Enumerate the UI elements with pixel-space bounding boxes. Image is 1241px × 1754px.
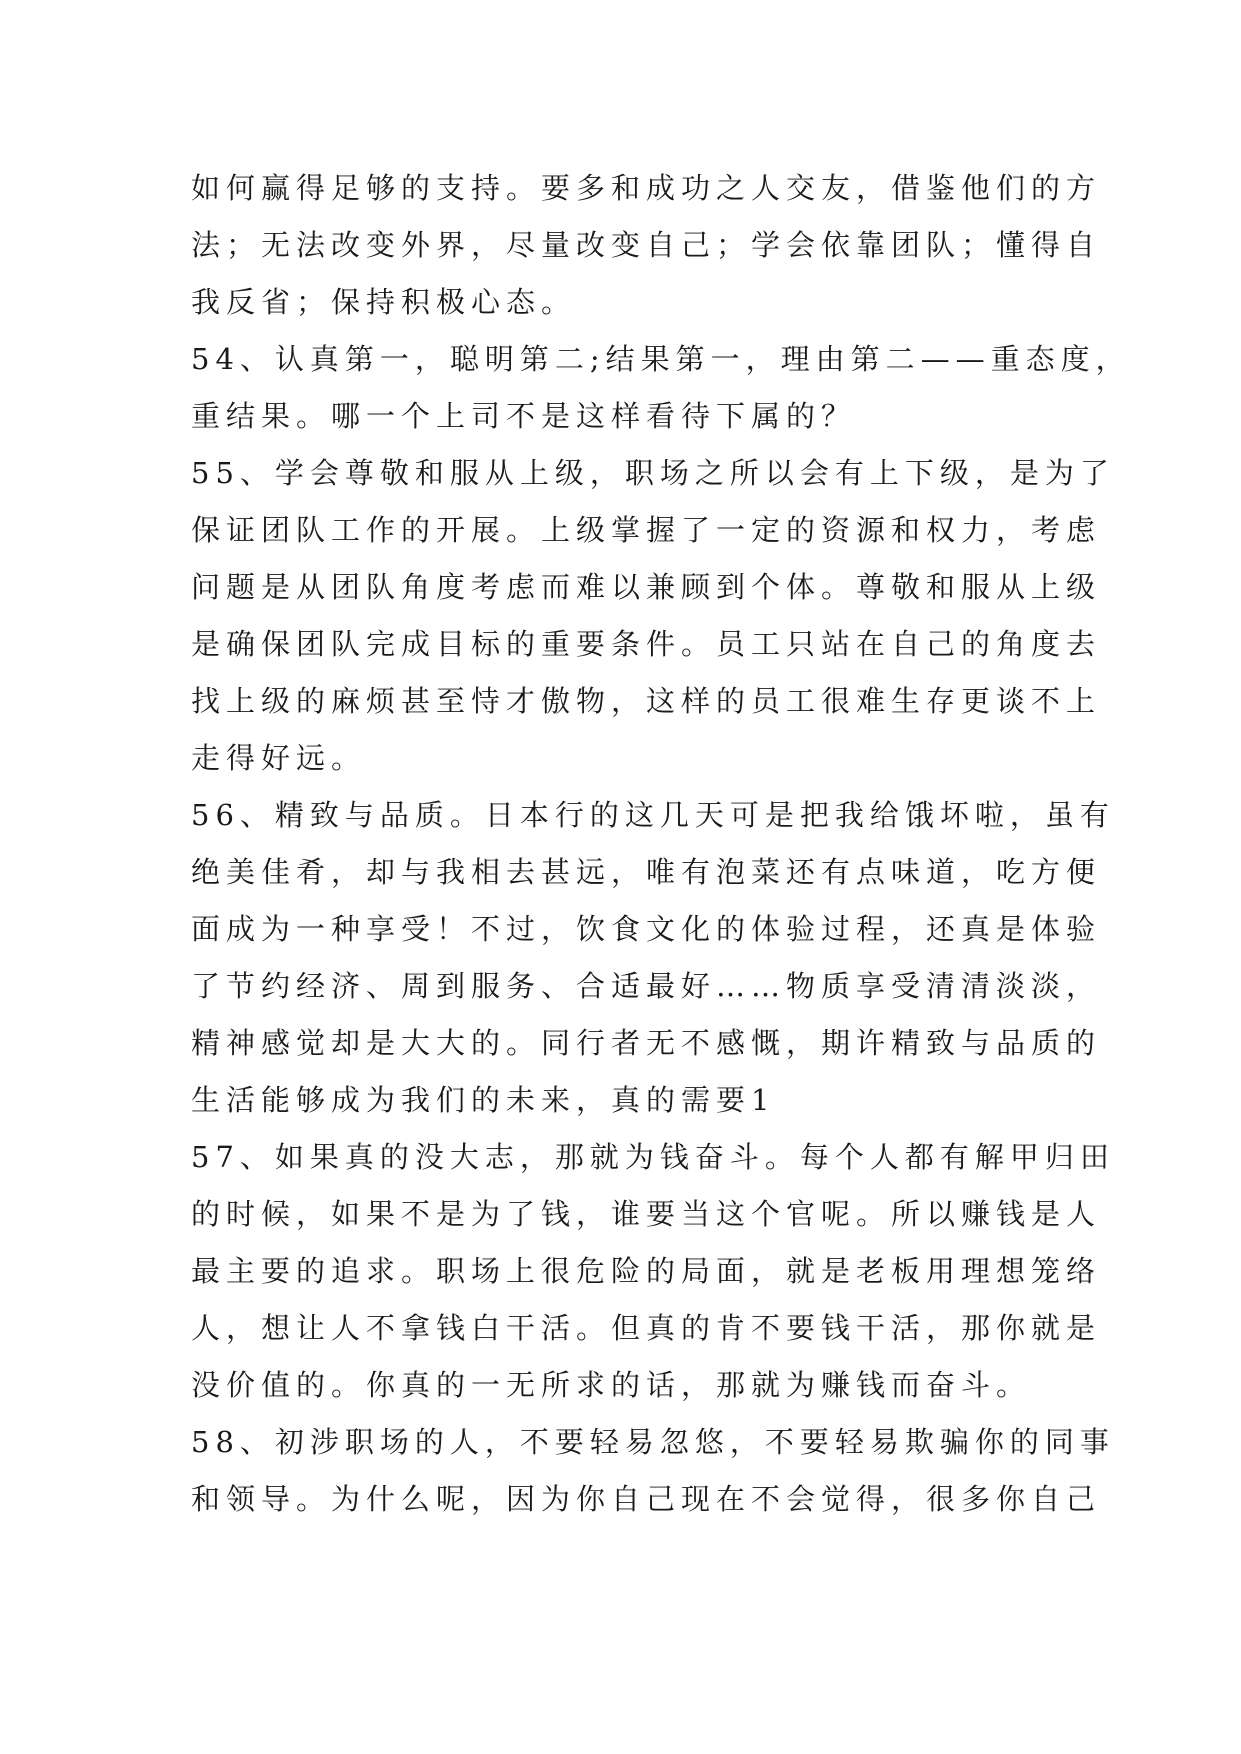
text-line: 没价值的。你真的一无所求的话，那就为赚钱而奋斗。 [191,1368,1032,1402]
text-line: 56、精致与品质。日本行的这几天可是把我给饿坏啦，虽有 [191,798,1115,832]
text-line: 是确保团队完成目标的重要条件。员工只站在自己的角度去 [191,627,1102,661]
text-line: 重结果。哪一个上司不是这样看待下属的？ [191,399,857,433]
text-line: 58、初涉职场的人，不要轻易忽悠，不要轻易欺骗你的同事 [191,1425,1115,1459]
text-line: 人，想让人不拿钱白干活。但真的肯不要钱干活，那你就是 [191,1311,1102,1345]
text-line: 生活能够成为我们的未来，真的需要1 [191,1083,776,1117]
text-line: 我反省；保持积极心态。 [191,285,577,319]
text-line: 保证团队工作的开展。上级掌握了一定的资源和权力，考虑 [191,513,1102,547]
text-line: 问题是从团队角度考虑而难以兼顾到个体。尊敬和服从上级 [191,570,1102,604]
text-line: 55、学会尊敬和服从上级，职场之所以会有上下级，是为了 [191,456,1115,490]
text-line: 最主要的追求。职场上很危险的局面，就是老板用理想笼络 [191,1254,1102,1288]
body-text [191,160,1131,1528]
text-line: 57、如果真的没大志，那就为钱奋斗。每个人都有解甲归田 [191,1140,1115,1174]
text-line: 精神感觉却是大大的。同行者无不感慨，期许精致与品质的 [191,1026,1102,1060]
text-line: 54、认真第一，聪明第二;结果第一，理由第二——重态度， [191,342,1131,376]
text-line: 面成为一种享受！不过，饮食文化的体验过程，还真是体验 [191,912,1102,946]
text-line: 走得好远。 [191,741,367,775]
text-line: 绝美佳肴，却与我相去甚远，唯有泡菜还有点味道，吃方便 [191,855,1102,889]
text-line: 如何赢得足够的支持。要多和成功之人交友，借鉴他们的方 [191,171,1102,205]
text-line: 了节约经济、周到服务、合适最好……物质享受清清淡淡， [191,969,1102,1003]
text-line: 的时候，如果不是为了钱，谁要当这个官呢。所以赚钱是人 [191,1197,1102,1231]
text-line: 和领导。为什么呢，因为你自己现在不会觉得，很多你自己 [191,1482,1102,1516]
text-line: 找上级的麻烦甚至恃才傲物，这样的员工很难生存更谈不上 [191,684,1102,718]
text-line: 法；无法改变外界，尽量改变自己；学会依靠团队；懂得自 [191,228,1102,262]
